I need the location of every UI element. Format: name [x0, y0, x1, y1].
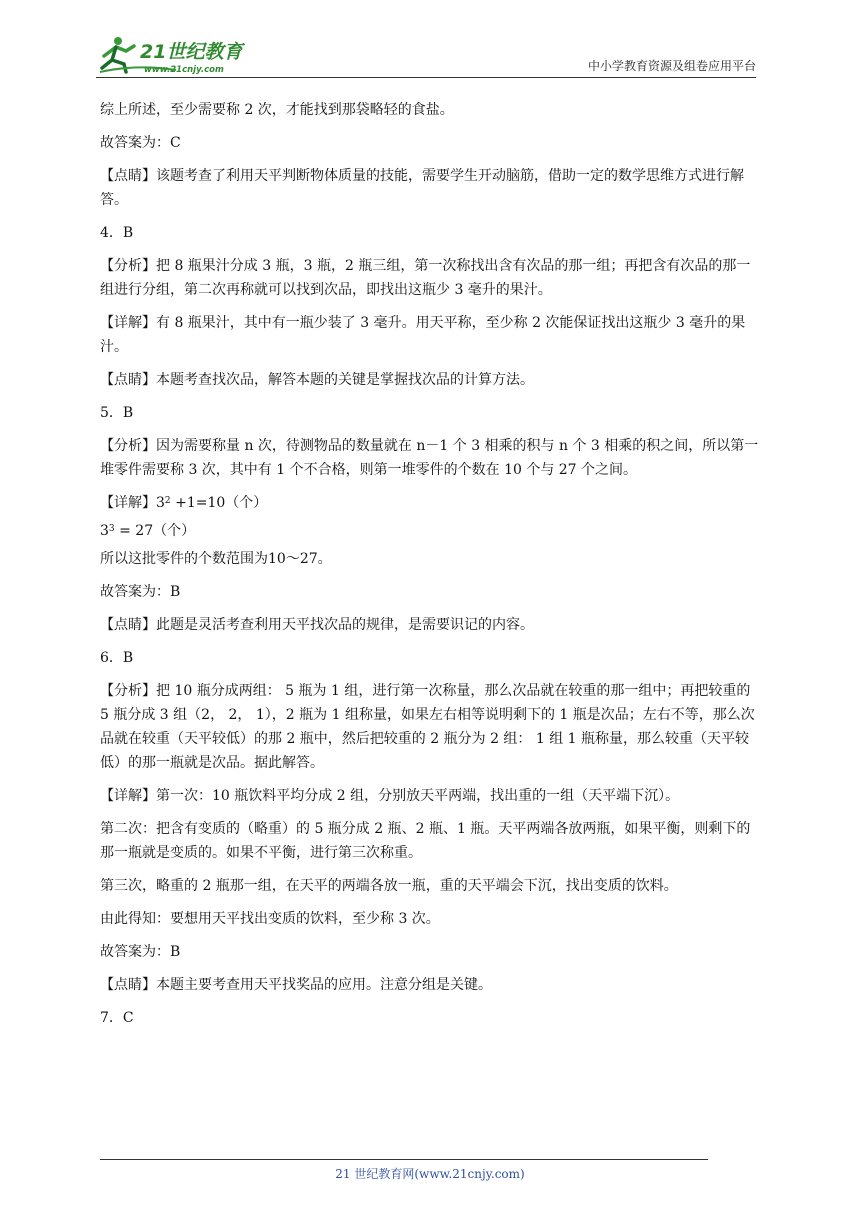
- paragraph: 第三次，略重的 2 瓶那一组，在天平的两端各放一瓶，重的天平端会下沉，找出变质的饮料。: [100, 878, 678, 894]
- question-number: 4．B: [100, 225, 134, 241]
- paragraph: 【点睛】此题是灵活考查利用天平找次品的规律，是需要识记的内容。: [100, 617, 534, 633]
- paragraph: 【详解】第一次：10 瓶饮料平均分成 2 组，分别放天平两端，找出重的一组（天平端下沉）。: [100, 788, 680, 804]
- question-number: 6．B: [100, 650, 134, 666]
- paragraph: 综上所述，至少需要称 2 次，才能找到那袋略轻的食盐。: [100, 102, 454, 118]
- paragraph: 故答案为：C: [100, 135, 181, 151]
- paragraph: 由此得知：要想用天平找出变质的饮料，至少称 3 次。: [100, 911, 440, 927]
- site-logo: [96, 34, 256, 76]
- math-line-2: $3^3 = 27$（个）: [100, 523, 196, 539]
- paragraph: 【详解】有 8 瓶果汁，其中有一瓶少装了 3 毫升。用天平称，至少称 2 次能保证找出这瓶少 3 毫升的果汁。: [100, 315, 746, 355]
- logo-url: www.21cnjy.com: [144, 65, 224, 75]
- math-line-1: 【详解】$3^2 +1=10$（个）: [100, 495, 268, 511]
- paragraph: 【分析】因为需要称量 n 次，待测物品的数量就在 n－1 个 3 相乘的积与 n 个 3 相乘的积之间，所以第一堆零件需要称 3 次，其中有 1 个不合格，则第一堆零件的个数在 10 个与 27 个之间。: [100, 438, 759, 478]
- logo-title: 21世纪教育: [140, 41, 243, 63]
- paragraph: 故答案为：B: [100, 944, 181, 960]
- paragraph: 【点睛】该题考查了利用天平判断物体质量的技能，需要学生开动脑筋，借助一定的数学思维方式进行解答。: [100, 168, 744, 208]
- paragraph: 故答案为：B: [100, 584, 181, 600]
- question-number: 5．B: [100, 405, 134, 421]
- footer-link[interactable]: 21 世纪教育网(www.21cnjy.com): [335, 1167, 525, 1181]
- paragraph: 【点睛】本题主要考查用天平找奖品的应用。注意分组是关键。: [100, 977, 492, 993]
- footer-divider: [100, 1159, 708, 1160]
- question-number: 7．C: [100, 1010, 134, 1026]
- header-divider: [96, 77, 756, 78]
- math-line-3: 所以这批零件的个数范围为10～27。: [100, 551, 332, 567]
- paragraph: 【分析】把 10 瓶分成两组： 5 瓶为 1 组，进行第一次称量，那么次品就在较重的那一组中；再把较重的 5 瓶分成 3 组（2， 2， 1），2 瓶为 1 组称量，如果左右相等说明剩下的 1 瓶是次品；左右不等，那么次品就在较重（天平较低）的那 2 瓶中，然后把较重的 2 瓶分为 2 组： 1 组 1 瓶称量，那么较重（天平较低）的那一瓶就是次品。据此解答。: [100, 683, 755, 771]
- answer-content: [100, 98, 762, 1039]
- page-header: [96, 30, 756, 78]
- paragraph: 第二次：把含有变质的（略重）的 5 瓶分成 2 瓶、2 瓶、1 瓶。天平两端各放两瓶，如果平衡，则剩下的那一瓶就是变质的。如果不平衡，进行第三次称重。: [100, 821, 751, 861]
- paragraph: 【点睛】本题考查找次品，解答本题的关键是掌握找次品的计算方法。: [100, 372, 534, 388]
- paragraph: 【分析】把 8 瓶果汁分成 3 瓶，3 瓶，2 瓶三组，第一次称找出含有次品的那一组；再把含有次品的那一组进行分组，第二次再称就可以找到次品，即找出这瓶少 3 毫升的果汁。: [100, 258, 751, 298]
- platform-name: 中小学教育资源及组卷应用平台: [587, 59, 756, 73]
